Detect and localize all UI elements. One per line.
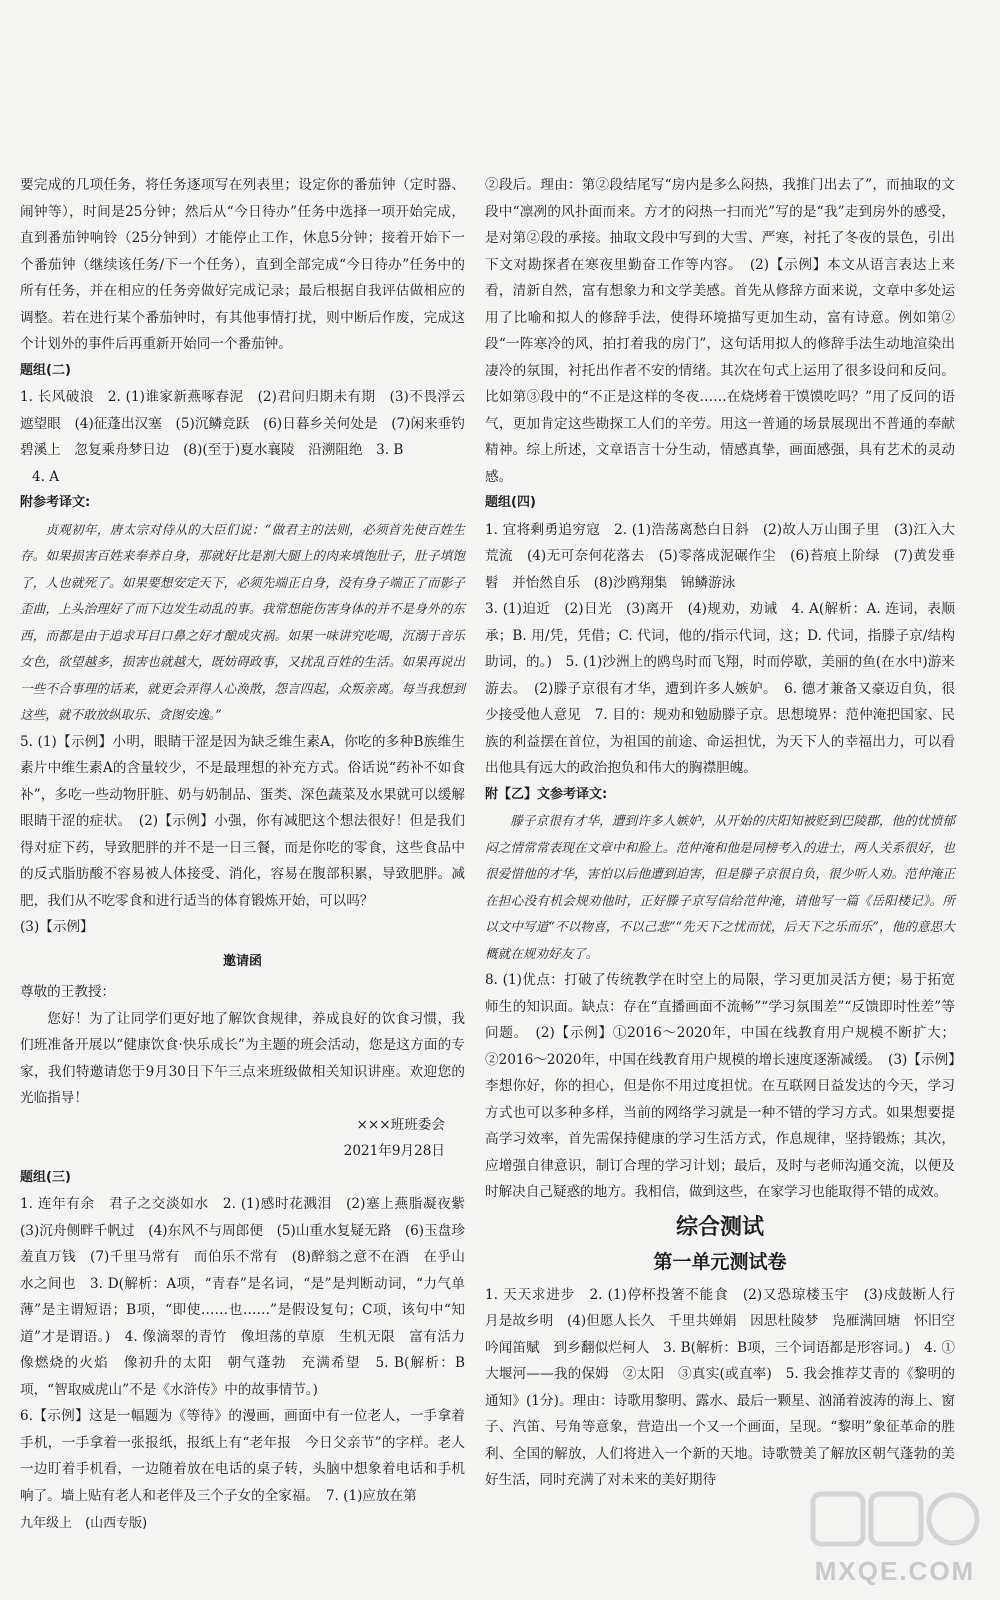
ref-translation: 贞观初年，唐太宗对侍从的大臣们说：“做君主的法则，必须首先使百姓生存。如果损害百姓来奉养自身，那就好比是割大腿上的肉来填饱肚子，肚子填饱了，人也就死了。如果要想安定天下，必须先端正自身，没有身子端正了而影子歪曲，上头治理好了而下边发生动乱的事。我常想能伤害身体的并不是身外的东西，而都是由于追求耳目口鼻之好才酿成灾祸。如果一味讲究吃喝，沉溺于音乐女色，欲望越多，损害也就越大，既妨碍政事，又扰乱百姓的生活。如果再说出一些不合事理的话来，就更会弄得人心涣散，怨言四起，众叛亲离。每当我想到这些，就不敢放纵取乐、贪图安逸。” xyxy=(20,521,465,722)
watermark-text: MXQE.COM xyxy=(814,1556,976,1586)
ref-translation-heading: 附参考译文: xyxy=(20,495,91,510)
letter-signature: ×××班班委会 xyxy=(356,1116,445,1133)
watermark-logo xyxy=(805,1488,985,1593)
letter-salutation: 尊敬的王教授： xyxy=(20,984,116,1000)
yi-translation: 滕子京很有才华，遭到许多人嫉妒，从开始的庆阳知被贬到巴陵郡，他的忧愤郁闷之情常常表现在文章中和脸上。范仲淹和他是同榜考入的进士，两人关系很好，也很爱惜他的才华，害怕以后他遭到迫害，但是滕子京很自负，很少听人劝。范仲淹正在担心没有机会规劝他时，正好滕子京写信给范仲淹，请他写一篇《岳阳楼记》。所以文中写道“不以物喜，不以己悲”“先天下之忧而忧，后天下之乐而乐”，他的意思大概就在规劝好友了。 xyxy=(485,813,955,961)
unit-test-answers: 1. 天天求进步 2. (1)停杯投箸不能食 (2)又恐琼楼玉宇 (3)戍鼓断人行 月是故乡明 (4)但愿人长久 千里共婵娟 因思杜陵梦 凫雁满回塘 怀旧空吟闻笛赋 到乡翻似烂柯人 3. B(解析：B项，三个词语都是形容词。) 4. ①大堰河——我的保姆 ②太阳 ③真实(或直率) 5. 我会推荐艾青的《黎明的通知》(1分)。理由：诗歌用黎明、露水、最后一颗星、汹涌着波涛的海上、窗子、汽笛、号角等意象，营造出一个又一个画面，呈现。“黎明”象征革命的胜利、全国的解放，人们将进入一个新的天地。诗歌赞美了解放区朝气蓬勃的美好生活，同时充满了对未来的美好期待 xyxy=(485,1286,969,1488)
group4-more-answers: 3. (1)迫近 (2)日光 (3)离开 (4)规劝，劝诫 4. A(解析：A. 连词，表顺承；B. 用/凭，凭借；C. 代词，他的/指示代词，这；D. 代词，指滕子京/结构助词，的。) 5. (1)沙洲上的鸥鸟时而飞翔，时而停歇，美丽的鱼(在水中)游来游去。 (2)滕子京很有才华，遭到许多人嫉妒。 6. 德才兼备又豪迈自负，很少接受他人意见 7. 目的：规劝和勉励滕子京。思想境界：范仲淹把国家、民族的利益摆在首位，为祖国的前途、命运担忧，为天下人的幸福出力，可以看出他具有远大的政治抱负和伟大的胸襟胆魄。 xyxy=(485,601,955,776)
group3-answers: 1. 连年有余 君子之交淡如水 2. (1)感时花溅泪 (2)塞上燕脂凝夜紫 (3)沉舟侧畔千帆过 (4)东风不与周郎便 (5)山重水复疑无路 (6)玉盘珍羞直万钱 (7)千里马常有 而伯乐不常有 (8)醉翁之意不在酒 在乎山水之间也 3. D(解析：A项，“青春”是名词，“是”是判断动词，“力气单薄”是主谓短语；B项，“即使……也……”是假设复句；C项，该句中“知道”才是谓语。) 4. 像滴翠的青竹 像坦荡的草原 生机无限 富有活力 像燃烧的火焰 像初升的太阳 朝气蓬勃 充满希望 5. B(解析：B项，“智取威虎山”不是《水浒传》中的故事情节。) xyxy=(20,1196,479,1398)
question-8: 8. (1)优点：打破了传统教学在时空上的局限，学习更加灵活方便；易于拓宽师生的知识面。缺点：存在“直播画面不流畅”“学习氛围差”“反馈即时性差”等问题。 (2)【示例】①2016～2020年，中国在线教育用户规模不断扩大；②2016～2020年，中国在线教育用户规模的增长速度逐渐减缓。 (3)【示例】李想你好，你的担心，但是你不用过度担忧。在互联网日益发达的今天，学习方式也可以多种多样，当前的网络学习就是一种不错的学习方式。如果想要提高学习效率，首先需保持健康的学习生活方式，作息规律，坚持锻炼；其次，应增强自律意识，制订合理的学习计划；最后，及时与老师沟通交流，以便及时解决自己疑惑的地方。我相信，做到这些，在家学习也能取得不错的成效。 xyxy=(485,972,955,1200)
group3-heading: 题组(三) xyxy=(20,1169,71,1185)
yi-translation-heading: 附【乙】文参考译文: xyxy=(485,786,608,802)
letter-body: 您好！为了让同学们更好地了解饮食规律，养成良好的饮食习惯，我们班准备开展以“健康饮食·快乐成长”为主题的班会活动，您是这方面的专家，我们特邀请您于9月30日下午三点来班级做相关知识讲座。欢迎您的光临指导！ xyxy=(20,1010,465,1106)
section-title: 综合测试 xyxy=(675,1214,764,1240)
group4-heading: 题组(四) xyxy=(485,495,536,510)
right-column xyxy=(485,172,969,1494)
group2-heading: 题组(二) xyxy=(20,362,71,378)
question-5: 5. (1)【示例】小明，眼睛干涩是因为缺乏维生素A，你吃的多种B族维生素片中维生素A的含量较少，不是最理想的补充方式。俗话说“药补不如食补”，多吃一些动物肝脏、奶与奶制品、蛋类、深色蔬菜及水果就可以缓解眼睛干涩的症状。 (2)【示例】小强，你有减肥这个想法很好！但是我们得对症下药，导致肥胖的并不是一日三餐，而是你吃的零食，这些食品中的反式脂肪酸不容易被人体接受、消化，容易在腹部积累，导致肥胖。减肥，我们从不吃零食和进行适当的体育锻炼开始，可以吗？ xyxy=(20,733,465,909)
section-subtitle: 第一单元测试卷 xyxy=(653,1250,787,1273)
right-paragraph-1: ②段后。理由：第②段结尾写“房内是多么闷热，我推门出去了”，而抽取的文段中“凛冽的风扑面而来。方才的闷热一扫而光”写的是“我”走到房外的感受，是对第②段的承接。抽取文段中写到的大雪、严寒，衬托了冬夜的景色，引出下文对勘探者在寒夜里勤奋工作等内容。 (2)【示例】本文从语言表达上来看，清新自然，富有想象力和文学美感。首先从修辞方面来说，文章中多处运用了比喻和拟人的修辞手法，使得环境描写更加生动，富有诗意。例如第②段“一阵寒冷的风，拍打着我的房门”，这句话用拟人的修辞手法生动地渲染出凄冷的氛围，衬托出作者不安的情绪。其次在句式上运用了很多设问和反问。比如第③段中的“不正是这样的冬夜……在烧烤着干馍馍吃吗？”用了反问的语气，更加肯定这些勘探工人们的辛劳。用这一普通的场景展现出不普通的奉献精神。综上所述，文章语言十分生动，情感真挚，画面感强，具有艺术的灵动感。 xyxy=(485,177,955,485)
page-footer: 九年级上 (山西专版) xyxy=(20,1516,148,1531)
group2-answers: 1. 长风破浪 2. (1)谁家新燕啄春泥 (2)君问归期未有期 (3)不畏浮云遮望眼 (4)征蓬出汉塞 (5)沉鳞竞跃 (6)日暮乡关何处是 (7)闲来垂钓碧溪上 忽复乘舟梦日边 (8)(至于)夏水襄陵 沿溯阻绝 3. B xyxy=(20,389,465,458)
letter-title: 邀请函 xyxy=(222,953,262,969)
group2-answer-4: 4. A xyxy=(32,468,60,485)
group4-answers: 1. 宜将剩勇追穷寇 2. (1)浩荡离愁白日斜 (2)故人万山围子里 (3)江入大荒流 (4)无可奈何花落去 (5)零落成泥碾作尘 (6)苔痕上阶绿 (7)黄发垂髫 并怡然自乐 (8)沙鸥翔集 锦鳞游泳 xyxy=(485,521,955,591)
letter-date: 2021年9月28日 xyxy=(343,1143,445,1159)
question-6: 6.【示例】这是一幅题为《等待》的漫画，画面中有一位老人，一手拿着手机，一手拿着一张报纸，报纸上有“老年报 今日父亲节”的字样。老人一边盯着手机看，一边随着放在电话的桌子转，头脑中想象着电话和手机响了。墙上贴有老人和老伴及三个子女的全家福。 7. (1)应放在第 xyxy=(20,1408,465,1504)
question-5-3: (3)【示例】 xyxy=(20,919,94,935)
intro-paragraph: 要完成的几项任务，将任务逐项写在列表里；设定你的番茄钟（定时器、闹钟等），时间是25分钟；然后从“今日待办”任务中选择一项开始完成，直到番茄钟响铃（25分钟到）才能停止工作，休息5分钟；接着开始下一个番茄钟（继续该任务/下一个任务），直到全部完成“今日待办”任务中的所有任务，并在相应的任务旁做好完成记录；最后根据自我评估做相应的调整。若在进行某个番茄钟时，有其他事情打扰，则中断后作废，完成这个计划外的事件后再重新开始同一个番茄钟。 xyxy=(20,177,465,352)
left-column xyxy=(20,172,479,1509)
